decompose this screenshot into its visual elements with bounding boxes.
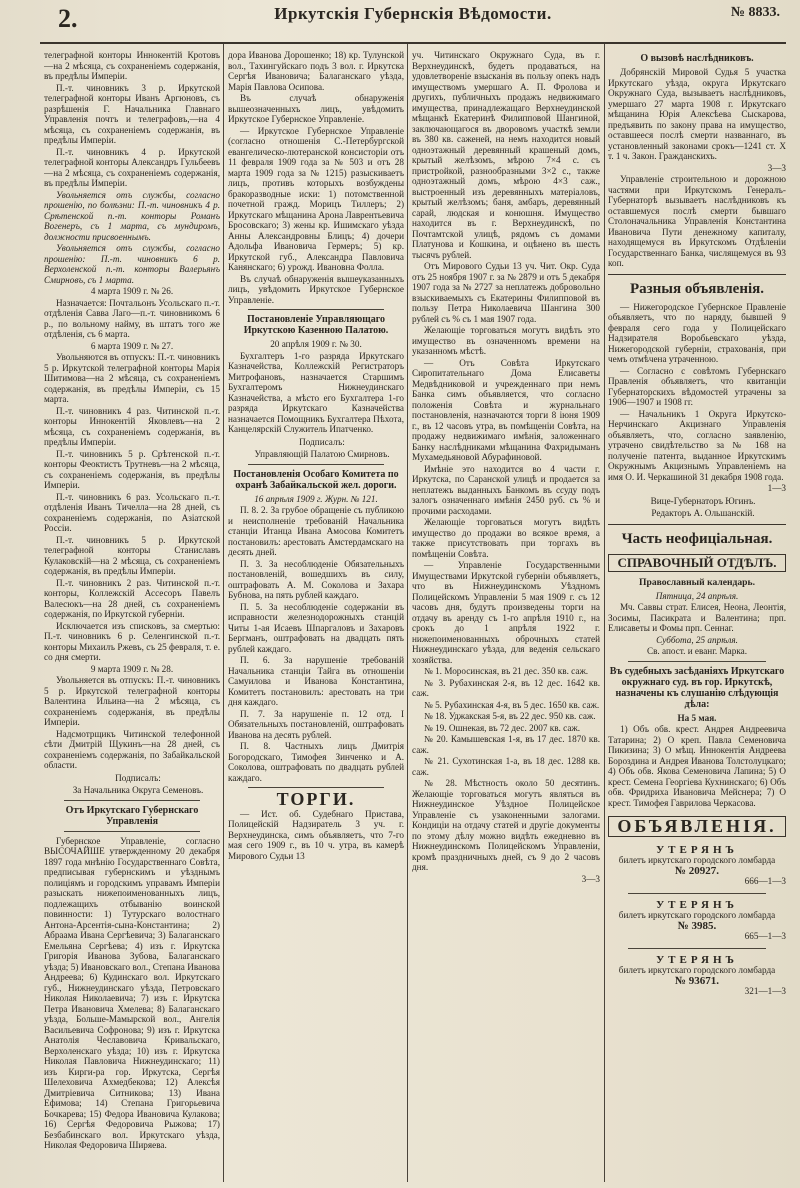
ads-section-title: ОБЪЯВЛЕНІЯ. xyxy=(608,816,786,837)
unofficial-part-title: Часть неофиціальная. xyxy=(621,530,773,547)
paragraph: Въ случаѣ обнаруженія вышеуказанныхъ лицъ, увѣдомить Иркутское Губернское Управленіе. xyxy=(228,273,404,305)
paragraph: — Иркутское Губернское Управленіе (согласно отношенія С.-Петербургской евангелическо-лютеранской консисторіи отъ 11 февраля 1909 года за № 503 и отъ 28 марта 1909 года за № 1215) разыскиваетъ лицъ, противъ которыхъ возбуждены бракоразводные иски: 1) потомственной почетной гражд. Морицъ Тиллеръ; 2) Иркутскаго мѣщанина Арона Лаврентьевича Бросовскаго; 3) жены кр. Ишимскаго уѣзда Анны Александровны Блицъ; 4) дочери Адольфа Ивановича Гермеръ; 5) кр. Иркутской губ., Александра Павловича Канянскаго; 6) урожд. Ивановна Фолла. xyxy=(228,125,404,272)
paragraph: — Отъ Совѣта Иркутскаго Сиропитательнаго Дома Елисаветы Медвѣдниковой и учрежденнаго при немъ Банка симъ объявляется, что согласно положенія Совѣта и журнальнаго постановленія, назначаются торги 8 іюня 1909 г., въ 12 часовъ утра, въ помѣщеніи Совѣта, на продажу недвижимаго имѣнія, заложеннаго Банку наслѣдниками мѣщанина Фахридыманъ Мухамедьяновой Абурафиновой. xyxy=(412,357,600,462)
paragraph: 1) Объ обв. крест. Андрея Андреевича Татарина; 2) О креп. Павла Семеновича Пикизина; 3) О мѣщ. Иннокентія Андреева Бороздина и Андрея Иванова Толстолуцкаго; 4) Объ обв. Якова Семеновича Лапина; 5) О крест. Семена Георгіева Кухнинскаго; 6) Объ обв. Фридриха Ивановича Мейснера; 7) О крест. Тимофея Гаврилова Черкасова. xyxy=(608,724,786,808)
newspaper-title: Иркутскія Губернскія Вѣдомости. xyxy=(274,4,552,23)
paragraph: П. 8. 2. За грубое обращеніе съ публикою и неисполненіе требованій Начальника станціи Итанца Ивана Амосова Комитетъ постановилъ: арестовать Амстердамскаго на десять дней. xyxy=(228,505,404,557)
list-item: № 20. Камышевская 1-я, въ 17 дес. 1870 кв. саж. xyxy=(412,734,600,755)
paragraph: Бухгалтеръ 1-го разряда Иркутскаго Казначейства, Коллежскій Регистраторъ Митрофановъ, назначается Старшимъ Бухгалтеромъ Нижнеудинскаго Казначейства, а мѣсто его Бухгалтера 1-го разряда Иркутскаго Казначейства назначается Помощникъ Бухгалтера Пѣхота, Канцелярскій Служитель Ипатченко. xyxy=(228,350,404,434)
separator xyxy=(64,800,200,801)
lost-ad-text: билетъ иркутскаго городского ломбарда xyxy=(618,965,776,975)
signature-name: Управляющій Палатою Смирновъ. xyxy=(254,449,390,459)
lost-ad-text: билетъ иркутскаго городского ломбарда xyxy=(618,855,776,865)
paragraph: П.-т. чиновникъ 6 раз. Усольскаго п.-т. отдѣленія Иванъ Тичелла—на 28 дней, съ сохраненіемъ содержанія, по Азіатской Россіи. xyxy=(44,491,220,533)
paragraph: Губернское Управленіе, согласно ВЫСОЧАЙШЕ утвержденному 20 декабря 1897 года мнѣнію Государственнаго Совѣта, предписывая губернскимъ и уѣзднымъ полиціямъ и городскимъ управамъ Имперіи разыскать нижепоименованныхъ лицъ, подлежащихъ отбыванію воинской повинности: 1) Тутурскаго волостнаго Антона-Арсентія-сына-Константина; 2) Абраама Ивана Сергѣевича; 3) Балаганскаго Емельяна Сергѣева; 4) изъ г. Иркутска Григорія Иванова Зубова, Балаганскаго уѣзда; 5) Ивановскаго вол., Степана Иванова Андреева; 6) Кудинскаго вол. Иркутскаго губ., Нижнеудинскаго уѣзда, Петровскаго Николая Николаевича; 7) изъ г. Иркутска Петра Ивановича Хмелева; 8) Балаганскаго уѣзда, Больше-Мамырской вол., Ангелія Васильевича Софронова; 9) изъ г. Иркутска Анатолія Чеславовича Кривальскаго, Верхоленскаго уѣзда; 10) изъ г. Иркутска Николая Павловича Нижнеудинскаго; 11) изъ Кирги-ра гор. Иркутска, Сергѣя Шелеховича Ахмедбекова; 12) Алексѣя Дмитріевича Ситникова; 13) Ивана Ефимова; 14) Степана Григорьевича Бочкарева; 15) Федора Ивановича Кулакова; 16) Сергѣя Федоровича Рыжова; 17) Безбабинскаго вол. Иркутскаго уѣзда, Николая Федоровича Ширяева. xyxy=(44,835,220,1150)
section-title: Постановленія Особаго Комитета по охранѣ Забайкальской жел. дороги. xyxy=(233,468,399,491)
page-header xyxy=(40,0,786,44)
order-date: 9 марта 1909 г. № 28. xyxy=(90,663,174,674)
paragraph: № 28. Мѣстность около 50 десятинъ. Желающіе торговаться могутъ являться въ Нижнеудинское Уѣздное Полицейское Управленіе съ узаконенными залогами. Кондиціи на отдачу статей и другіе документы по этому дѣлу можно видѣть ежедневно въ Нижнеудинскомъ Полицейскомъ Управленіи, кромѣ праздничныхъ дней, съ 9 до 2 часовъ дня. xyxy=(412,778,600,872)
list-item: № 21. Сухотинская 1-а, въ 18 дес. 1288 кв. саж. xyxy=(412,756,600,777)
separator xyxy=(248,309,384,310)
paragraph: — Начальникъ 1 Округа Иркутско-Нерчинскаго Акцизнаго Управленія объявляетъ, что, согласно заявленію, утрачено свидѣтельство за № 168 на полученіе патента, выданное Иркутскимъ Окружнымъ Акцизнымъ Управленіемъ на имя О. И. Черкашиной 31 декабря 1908 года. xyxy=(608,408,786,482)
lost-ad-title: УТЕРЯНЪ xyxy=(656,898,738,911)
section-title: О вызовѣ наслѣдниковъ. xyxy=(640,53,754,64)
order-date: 16 апрѣля 1909 г. Журн. № 121. xyxy=(254,493,378,504)
paragraph: Управленіе строительною и дорожною частями при Иркутскомъ Генералъ-Губернаторѣ вызываетъ наслѣдниковъ къ оставшемуся послѣ смерти бывшаго Столоначальника Управленія Константина Ивановича Пути денежному капиталу, находящемуся въ Иркутскомъ Отдѣленіи Государственнаго Банка, числящемуся въ 93 коп. xyxy=(608,174,786,268)
paragraph: Желающіе торговаться могутъ видѣть имущество до продажи во всякое время, а также присутствовать при торгахъ въ помѣщеніи Совѣта. xyxy=(412,517,600,559)
paragraph: Въ случаѣ обнаруженія вышеозначенныхъ лицъ, увѣдомить Иркутское Губернское Управленіе. xyxy=(228,93,404,124)
lost-ad-text: билетъ иркутскаго городского ломбарда xyxy=(618,910,776,920)
order-date: 20 апрѣля 1909 г. № 30. xyxy=(270,339,362,349)
paragraph: П.-т. чиновникъ 4 раз. Читинской п.-т. конторы Иннокентій Яковлевъ—на 2 мѣсяца, съ сохраненіемъ содержанія, въ предѣлы Имперіи. xyxy=(44,405,220,447)
calendar-text: Мч. Саввы страт. Елисея, Неона, Леонтія, Зосимы, Пасикрата и Валентина; прп. Елисаветы и Фомы прп. Сеннаг. xyxy=(608,602,786,633)
column-4 xyxy=(608,50,786,1180)
signature-name: Редакторъ А. Ольшанскій. xyxy=(651,508,755,518)
issue-number: № 8833. xyxy=(730,5,780,20)
lost-ticket-ad xyxy=(608,955,786,997)
order-date: 4 марта 1909 г. № 26. xyxy=(90,286,174,296)
paragraph: Надсмотрщикъ Читинской телефонной сѣти Дмитрій Щукинъ—на 28 дней, съ сохраненіемъ содержанія, по Забайкальской области. xyxy=(44,728,220,770)
paragraph: П.-т. чиновникъ 3 р. Иркутской телеграфной конторы Иванъ Аргюновъ, съ разрѣшенія Г. Начальника Главнаго Управленія почтъ и телеграфовъ,—на 4 мѣсяца, съ сохраненіемъ содержанія, въ предѣлы Имперіи. xyxy=(44,82,220,145)
paragraph: Желающіе торговаться могутъ видѣть это имущество въ означенномъ времени на указанномъ мѣстѣ. xyxy=(412,325,600,356)
column-2 xyxy=(228,50,404,1180)
paragraph: П. 7. За нарушеніе п. 12 отд. I Обязательныхъ постановленій, оштрафовать Иванова на десять рублей. xyxy=(228,708,404,740)
paragraph: П. 3. За несоблюденіе Обязательныхъ постановленій, вошедшихъ въ силу, оштрафовать А. М. Соколова и Захара Бубнова, на пять рублей каждаго. xyxy=(228,558,404,600)
reference-section-title: СПРАВОЧНЫЙ ОТДѢЛЪ. xyxy=(608,554,786,573)
order-date: 6 марта 1909 г. № 27. xyxy=(90,340,174,351)
paragraph: Назначается: Почтальонъ Усольскаго п.-т. отдѣленія Савва Лаго—п.-т. чиновникомъ 6 р., по вольному найму, въ штатъ того же отдѣленія, съ 6 марта. xyxy=(44,297,220,339)
separator xyxy=(608,524,786,525)
paragraph: — Ист. об. Судебнаго Пристава, Полицейскій Надзиратель 3 уч. г. Верхнеудинска, симъ объявляетъ, что 7-го мая сего 1909 г., въ 10 ч. утра, въ камерѣ Мирового Судьи 13 xyxy=(228,808,404,861)
separator xyxy=(628,948,766,949)
lost-ad-title: УТЕРЯНЪ xyxy=(656,953,738,966)
calendar-text: Св. апост. и еванг. Марка. xyxy=(646,646,748,656)
lost-ad-mark: 665—1—3 xyxy=(744,931,786,941)
court-date: На 5 мая. xyxy=(677,712,717,723)
paragraph: Исключается изъ списковъ, за смертью: П.-т. чиновникъ 6 р. Селенгинской п.-т. конторы Михаилъ Ржевъ, съ 25 февраля, т. е. со дня смерти. xyxy=(44,620,220,662)
lost-ad-number: № 3985. xyxy=(677,919,717,932)
paragraph: Увольняется отъ службы, согласно прошенію: П.-т. чиновникъ 6 р. Верхоленской п.-т. конторы Валерьянъ Смирновъ, съ 1 марта. xyxy=(44,243,220,285)
paragraph: П. 5. За несоблюденіе содержаніи въ исправности железнодорожныхъ станцій Читы 1-ая Исаевъ Шпаргаловъ и Захаровъ Бергманъ, оштрафовать на двадцать пять рублей каждаго. xyxy=(228,601,404,654)
paragraph: П.-т. чиновникъ 4 р. Иркутской телеграфной конторы Александръ Гульбеевъ—на 2 мѣсяца, съ сохраненіемъ содержанія, въ предѣлы Имперіи. xyxy=(44,146,220,188)
paragraph: телеграфной конторы Иннокентій Кротовъ—на 2 мѣсяца, съ сохраненіемъ содержанія, въ предѣлы Имперіи. xyxy=(44,50,220,81)
lost-ad-mark: 666—1—3 xyxy=(744,876,786,886)
paragraph: Отъ Мирового Судьи 13 уч. Чит. Окр. Суда отъ 25 ноября 1907 г. за № 2879 и отъ 5 декабря 1907 года за № 2727 за неплатежъ добровольно взыскиваемыхъ съ Екатерины Филипповой въ пользу Петра Николаевича Шангина 300 рублей съ % съ 1 мая 1907 года. xyxy=(412,261,600,324)
paragraph: уч. Читинскаго Окружнаго Суда, въ г. Верхнеудинскѣ, будетъ продаваться, на удовлетвореніе взысканія въ пользу опекъ надъ имуществомъ умершаго А. П. Фролова и другихъ, публичныхъ продажъ недвижимаго имущества, принадлежащаго Верхнеудинской мѣщанкѣ Екатеринѣ Филипповой Шангиной, заключающагося въ дворовомъ участкѣ земли въ 380 кв. саженей, на немъ находится новый одноэтажный деревянный крашеный домъ, крытый желѣзомъ, мѣрою 7×4 с. съ пристройкой, разнообразными 3×2 с., также одноэтажный домъ, мѣрою 4×3 саж., выстроенный изъ деревянныхъ матеріаловъ, крытый желѣзомъ; баня, амбаръ, деревянный сарай, людская и конюшня. Имущество находится въ г. Верхнеудинскѣ, по Почтамтской улицѣ, рядомъ съ домами Платунова и Кошкина, и оцѣнено въ шесть тысячъ рублей. xyxy=(412,50,600,260)
lost-ad-number: № 20927. xyxy=(674,864,720,877)
court-section-title: Въ судебныхъ засѣданіяхъ Иркутскаго окружнаго суд. въ гор. Иркутскѣ, назначены къ слушанію слѣдующія дѣла: xyxy=(609,665,785,710)
insertion-mark: 3—3 xyxy=(581,873,600,884)
separator xyxy=(628,661,766,662)
list-item: № 19. Ошнекая, въ 72 дес. 2007 кв. саж. xyxy=(424,722,581,733)
paragraph: П.-т. чиновникъ 5 р. Срѣтенской п.-т. конторы Феоктистъ Трутневъ—на 2 мѣсяца, съ сохраненіемъ содержанія, въ предѣлы Имперіи. xyxy=(44,448,220,490)
paragraph: Имѣніе это находится во 4 части г. Иркутска, по Саранской улицѣ и продается за неплатежъ выданныхъ Банкомъ въ ссуду подъ залогъ означеннаго имѣнія 2450 руб. съ % и прочими расходами. xyxy=(412,463,600,516)
column-1 xyxy=(44,50,220,1180)
separator xyxy=(628,893,766,894)
column-divider xyxy=(223,44,224,1182)
calendar-day: Пятница, 24 апрѣля. xyxy=(655,590,739,601)
section-title: Постановленіе Управляющаго Иркутскою Казенною Палатою. xyxy=(243,314,389,336)
list-item: № 3. Рубахинская 2-я, въ 12 дес. 1642 кв. саж. xyxy=(412,677,600,698)
column-divider xyxy=(407,44,408,1182)
section-title-torgi: ТОРГИ. xyxy=(276,789,356,809)
list-item: № 5. Рубахинская 4-я, въ 5 дес. 1650 кв. саж. xyxy=(424,699,600,710)
paragraph: — Согласно с совѣтомъ Губернскаго Правленія объявляетъ, что квитанціи Губернаторскихъ вѣдомостей утрачены за 1906—1907 и 1908 гг. xyxy=(608,365,786,407)
signature-label: Подписалъ: xyxy=(299,436,345,447)
separator xyxy=(64,831,200,832)
paragraph: — Нижегородское Губернское Правленіе объявляетъ, что по наряду, бывшей 9 февраля сего года у Полицейскаго Надзирателя Воробьевскаго уѣзда, Нижегородской губерніи, страхованія, при чемъ отмѣчена утраченною. xyxy=(608,301,786,364)
calendar-day: Суббота, 25 апрѣля. xyxy=(656,634,738,645)
paragraph: П.-т. чиновникъ 2 раз. Читинской п.-т. конторы, Коллежскій Ассесоръ Павелъ Валесюкъ—на 28 дней, съ сохраненіемъ содержанія, по Иркутской губерніи. xyxy=(44,577,220,619)
paragraph: Увольняется въ отпускъ: П.-т. чиновникъ 5 р. Иркутской телеграфной конторы Валентина Ильина—на 2 мѣсяца, съ сохраненіемъ содержанія, въ предѣлы Имперіи. xyxy=(44,675,220,727)
lost-ticket-ad xyxy=(608,845,786,887)
calendar-title: Православный календарь. xyxy=(639,577,755,588)
list-item: № 1. Моросинская, въ 21 дес. 350 кв. саж. xyxy=(424,666,589,676)
separator xyxy=(248,464,384,465)
lost-ad-mark: 321—1—3 xyxy=(744,986,786,996)
separator xyxy=(608,274,786,275)
paragraph: П.-т. чиновникъ 5 р. Иркутской телеграфной конторы Станиславъ Кулаковскій—на 2 мѣсяца, съ сохраненіемъ содержанія, въ предѣлы Имперіи. xyxy=(44,534,220,576)
paragraph: П. 6. За нарушеніе требованій Начальника станціи Тайга въ отношеніи Самуилова и Иванова Константина, Комитетъ постановилъ: арестовать на три дня каждаго. xyxy=(228,655,404,707)
paragraph: Увольняются въ отпускъ: П.-т. чиновникъ 5 р. Иркутской телеграфной конторы Марія Шитимова—на 2 мѣсяца, съ сохраненіемъ содержанія, въ предѣлы Имперіи, съ 15 марта. xyxy=(44,352,220,404)
signature-label: Подписалъ: xyxy=(115,772,161,783)
column-divider xyxy=(604,44,605,1182)
page-number: 2. xyxy=(58,4,78,33)
lost-ticket-ad xyxy=(608,900,786,942)
paragraph: Увольняется отъ службы, согласно прошенію, по болѣзни: П.-т. чиновникъ 4 р. Срѣтенской п.-т. конторы Романъ Вогенеръ, съ 1 марта, съ мундиромъ, должности присвоеннымъ. xyxy=(44,189,220,242)
column-3 xyxy=(412,50,600,1180)
section-title: Отъ Иркутскаго Губернскаго Управленія xyxy=(65,804,199,827)
insertion-mark: 3—3 xyxy=(767,162,786,173)
paragraph: — Управленіе Государственными Имуществами Иркутской губерніи объявляетъ, что въ Нижнеудинскомъ Уѣздномъ Полицейскомъ Управленіи 5 мая 1909 г. съ 12 часовъ дня, будутъ произведены торги на отдачу въ аренду съ 1-го апрѣля 1910 г., на срокъ до 1 апрѣля 1922 г. нижепоименованныхъ оброчныхъ статей Нижнеудинскаго уѣзда, для веденія сельскаго хозяйства. xyxy=(412,560,600,665)
list-item: № 18. Уджакская 5-я, въ 22 дес. 950 кв. саж. xyxy=(424,711,596,721)
paragraph: Добрянскій Мировой Судья 5 участка Иркутскаго уѣзда, округа Иркутскаго Окружнаго Суда, вызываетъ наслѣдниковъ, умершаго 27 марта 1908 г. Иркутскаго мѣщанина Юрія Алексѣева Сыскарова, предъявить по закону права на имущество, оставшееся послѣ смерти названнаго, въ установленный законами срокъ—1241 ст. X т. 1 ч. Закон. Гражданскихъ. xyxy=(608,67,786,161)
signature-name: За Начальника Округа Семеновъ. xyxy=(72,785,204,795)
paragraph: П. 8. Частныхъ лицъ Дмитрія Богородскаго, Тимофея Зинченко и А. Соколова, оштрафовать по двадцать рублей каждаго. xyxy=(228,741,404,783)
section-title: Разныя объявленія. xyxy=(629,280,765,297)
insertion-mark: 1—3 xyxy=(767,483,786,493)
paragraph: дора Иванова Дорошенко; 18) кр. Тулунской вол., Тахингуйскаго подъ 3 вол. г. Иркутска Сергѣя Ивановича; Балаганскаго уѣзда, Марія Павлова Осипова. xyxy=(228,50,404,92)
lost-ad-number: № 93671. xyxy=(674,974,720,987)
lost-ad-title: УТЕРЯНЪ xyxy=(656,843,738,856)
signature-name: Вице-Губернаторъ Югинъ. xyxy=(650,495,756,506)
separator xyxy=(248,787,384,788)
